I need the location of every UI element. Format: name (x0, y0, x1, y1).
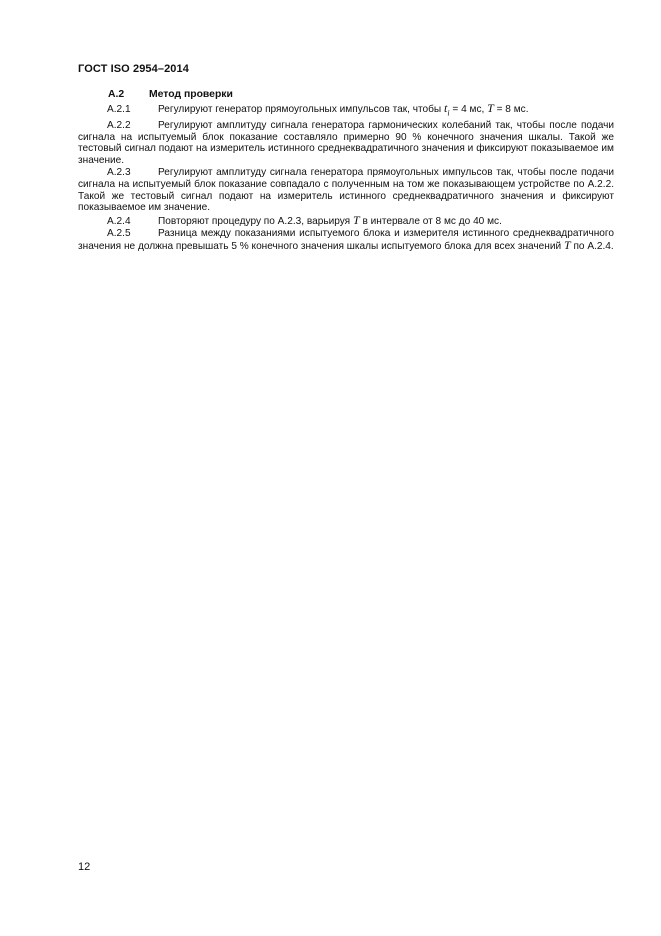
math-symbol-T: T (352, 212, 360, 227)
section-title: Метод проверки (149, 89, 233, 100)
paragraph-text: Разница между показаниями испытуемого блока и измерителя истинного среднеквадратичного значения не должна превышать 5 % конечного значения шкалы испытуемого блока для всех значений (78, 228, 614, 252)
paragraph-number: А.2.5 (107, 228, 131, 240)
paragraph-number: А.2.2 (107, 119, 131, 131)
math-symbol-T: T (563, 237, 571, 252)
paragraph-a21 (78, 103, 614, 119)
paragraph-text: Регулируют генератор прямоугольных импульсов так, чтобы (158, 104, 444, 115)
math-subscript-i: i (447, 108, 450, 118)
math-symbol-t: $t_i$ (444, 101, 450, 118)
paragraph-a24 (78, 212, 614, 228)
section-number: А.2 (108, 89, 125, 100)
document-header: ГОСТ ISO 2954–2014 (78, 63, 189, 75)
paragraph-number: А.2.4 (107, 215, 131, 227)
paragraph-text: = 8 мс. (493, 104, 529, 115)
page-number: 12 (78, 861, 91, 873)
paragraph-a25 (78, 228, 614, 252)
paragraph-text: Регулируют амплитуду сигнала генератора прямоугольных импульсов так, чтобы после подачи сигнала на испытуемый блок показание совпадало с полученным на том же показывающем устройстве по А.2.2. Такой же тестовый сигнал подают на измеритель истинного среднеквадратичного значения и фиксируют показываемое им значение. (78, 167, 614, 214)
paragraph-number: А.2.3 (107, 167, 131, 179)
paragraph-a23 (78, 167, 614, 213)
document-body (78, 103, 614, 254)
paragraph-text: = 4 мс, (449, 104, 488, 115)
section-heading (108, 89, 233, 100)
paragraph-text: Повторяют процедуру по А.2.3, варьируя (158, 215, 353, 227)
paragraph-text: Регулируют амплитуду сигнала генератора гармонических колебаний так, чтобы после подачи сигнала на испытуемый блок показание составляло примерно 90 % конечного значения шкалы. Такой же тестовый сигнал подают на измеритель истинного среднеквадратичного значения и фиксируют показываемое им значение. (78, 119, 614, 166)
paragraph-a22 (78, 120, 614, 166)
paragraph-text: в интервале от 8 мс до 40 мс. (359, 215, 502, 227)
paragraph-number: А.2.1 (107, 104, 131, 115)
paragraph-text: по А.2.4. (570, 240, 614, 252)
math-symbol-T: T (487, 101, 494, 115)
